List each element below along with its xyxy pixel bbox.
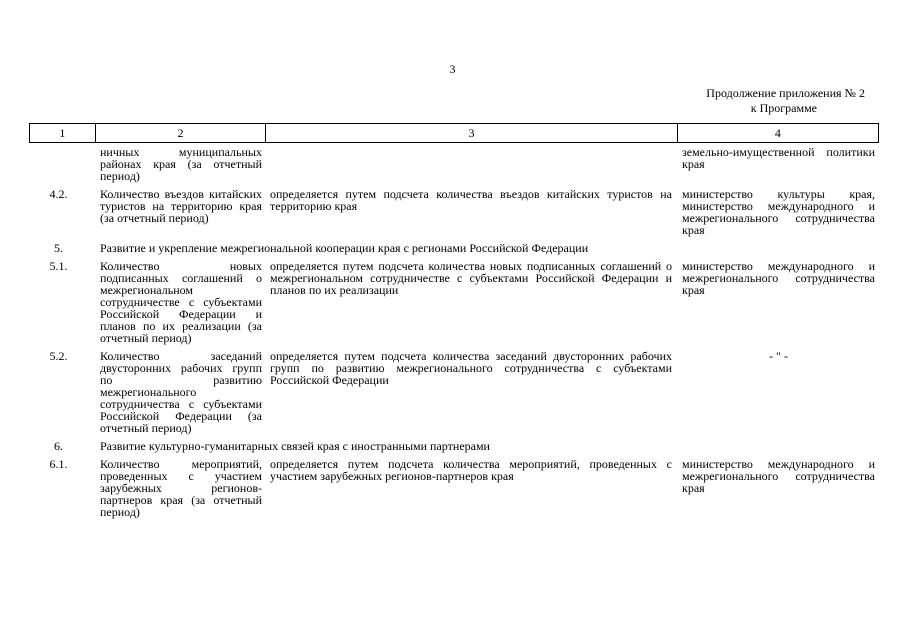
table-row-5 bbox=[29, 242, 879, 254]
header-col-2: 2 bbox=[95, 124, 265, 142]
calculation-method: определяется путем подсчета количества въездов китайских туристов на территорию края bbox=[270, 187, 672, 213]
table-row-continuation bbox=[29, 146, 879, 182]
row-number: 5.2. bbox=[49, 349, 68, 363]
calculation-method: определяется путем подсчета количества мероприятий, проведенных с участием зарубежных регионов-партнеров края bbox=[270, 457, 672, 483]
section-number: 6. bbox=[54, 439, 63, 453]
calculation-method: определяется путем подсчета количества новых подписанных соглашений о межрегиональном сотрудничестве с субъектами Российской Федерации и планов по их реализации bbox=[270, 259, 672, 297]
calculation-method: определяется путем подсчета количества заседаний двусторонних рабочих групп по развитию межрегионального сотрудничества с субъектами Российской Федерации bbox=[270, 349, 672, 387]
table-row-6-1 bbox=[29, 458, 879, 518]
header-col-1: 1 bbox=[59, 126, 66, 140]
section-title: Развитие и укрепление межрегиональной кооперации края с регионами Российской Федерации bbox=[100, 241, 589, 255]
row-number: 5.1. bbox=[49, 259, 68, 273]
table-row-6 bbox=[29, 440, 879, 452]
table-row-5-1 bbox=[29, 260, 879, 344]
responsible-body-ditto: - " - bbox=[769, 349, 788, 363]
responsible-body: министерство международного и межрегионального сотрудничества края bbox=[682, 259, 875, 297]
row-number: 6.1. bbox=[49, 457, 68, 471]
table-header bbox=[29, 123, 879, 143]
section-number: 5. bbox=[54, 241, 63, 255]
indicator-name: Количество новых подписанных соглашений о межрегиональном сотрудничестве с субъектами Российской Федерации и планов по их реализации (за отчетный период) bbox=[100, 259, 262, 345]
appendix-caption bbox=[560, 86, 865, 116]
indicator-name: Количество въездов китайских туристов на территорию края (за отчетный период) bbox=[100, 187, 262, 225]
header-col-3: 3 bbox=[265, 124, 677, 142]
indicator-name: Количество мероприятий, проведенных с участием зарубежных регионов-партнеров края (за отчетный период) bbox=[100, 457, 262, 519]
responsible-body: министерство международного и межрегионального сотрудничества края bbox=[682, 457, 875, 495]
section-title: Развитие культурно-гуманитарных связей края с иностранными партнерами bbox=[100, 439, 490, 453]
table-body bbox=[29, 146, 879, 518]
responsible-body: земельно-имущественной политики края bbox=[682, 145, 875, 171]
header-col-4: 4 bbox=[677, 124, 878, 142]
page-number: 3 bbox=[449, 62, 456, 76]
appendix-line-2: к Программе bbox=[750, 101, 817, 115]
indicator-name: Количество заседаний двусторонних рабочих групп по развитию межрегионального сотрудничества с субъектами Российской Федерации (за отчетный период) bbox=[100, 349, 262, 435]
indicator-name: ничных муниципальных районах края (за отчетный период) bbox=[100, 145, 262, 183]
table-row-5-2 bbox=[29, 350, 879, 434]
appendix-line-1: Продолжение приложения № 2 bbox=[706, 86, 865, 100]
row-number: 4.2. bbox=[49, 187, 68, 201]
table-row-4-2 bbox=[29, 188, 879, 236]
responsible-body: министерство культуры края, министерство международного и межрегионального сотрудничества края bbox=[682, 187, 875, 237]
